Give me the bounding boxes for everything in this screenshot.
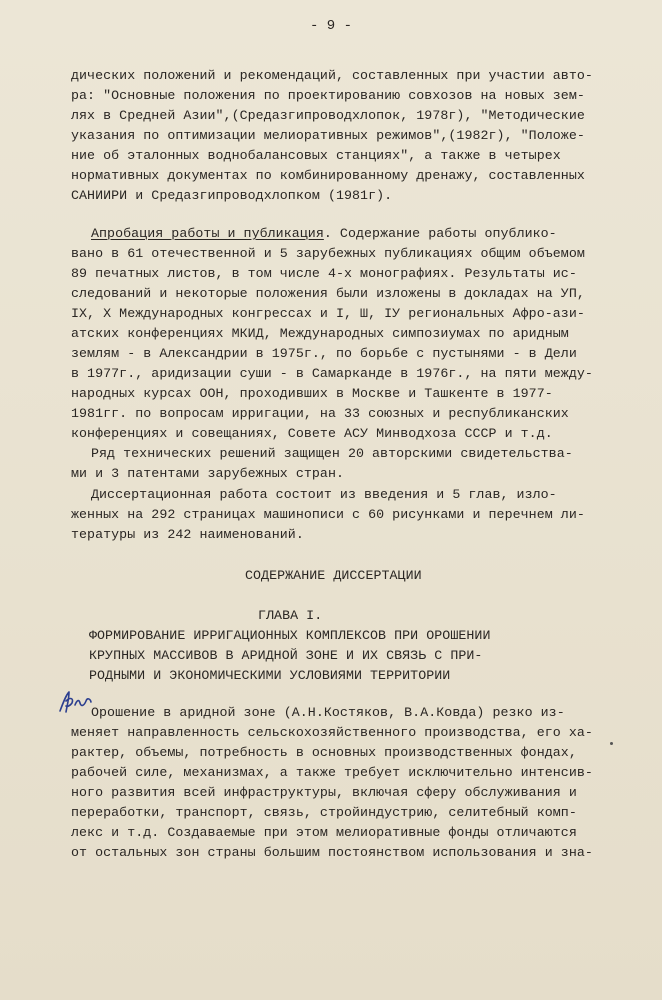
chapter-title-line: РОДНЫМИ И ЭКОНОМИЧЕСКИМИ УСЛОВИЯМИ ТЕРРИТОРИИ — [89, 668, 451, 683]
text-line: рактер, объемы, потребность в основных производственных фондах, — [71, 745, 577, 760]
section-title: СОДЕРЖАНИЕ ДИССЕРТАЦИИ — [245, 568, 422, 583]
text-line: дических положений и рекомендаций, составленных при участии авто- — [71, 68, 593, 83]
text-line: от остальных зон страны большим постоянством использования и зна- — [71, 845, 593, 860]
text-line: атских конференциях МКИД, Международных симпозиумах по аридным — [71, 326, 569, 341]
text-line: Диссертационная работа состоит из введения и 5 глав, изло- — [91, 487, 557, 502]
text-line: переработки, транспорт, связь, стройиндустрию, селитебный комп- — [71, 805, 577, 820]
text-line: Ряд технических решений защищен 20 авторскими свидетельства- — [91, 446, 573, 461]
text-line: вано в 61 отечественной и 5 зарубежных публикациях общим объемом — [71, 246, 585, 261]
text-line: САНИИРИ и Средазгипроводхлопком (1981г). — [71, 188, 393, 203]
text-line: рабочей силе, механизмах, а также требует исключительно интенсив- — [71, 765, 593, 780]
text-line: землям - в Александрии в 1975г., по борьбе с пустынями - в Дели — [71, 346, 577, 361]
approbation-heading: Апробация работы и публикация — [91, 226, 324, 241]
page-number: - 9 - — [309, 18, 352, 34]
chapter-number: ГЛАВА I. — [258, 608, 323, 623]
text-line: 1981гг. по вопросам ирригации, на 33 союзных и республиканских — [71, 406, 569, 421]
text-line — [91, 224, 557, 244]
text-line: в 1977г., аридизации суши - в Самарканде в 1976г., на пяти между- — [71, 366, 593, 381]
text-line: нормативных документах по комбинированному дренажу, составленных — [71, 168, 585, 183]
text-line: меняет направленность сельскохозяйственного производства, его ха- — [71, 725, 593, 740]
text-line: ми и 3 патентами зарубежных стран. — [71, 466, 345, 481]
text-line: следований и некоторые положения были изложены в докладах на УП, — [71, 286, 585, 301]
text-line: 89 печатных листов, в том числе 4-х монографиях. Результаты ис- — [71, 266, 577, 281]
text-line: указания по оптимизации мелиоративных режимов",(1982г), "Положе- — [71, 128, 585, 143]
chapter-title-line: ФОРМИРОВАНИЕ ИРРИГАЦИОННЫХ КОМПЛЕКСОВ ПРИ ОРОШЕНИИ — [89, 628, 491, 643]
text-line: IX, X Международных конгрессах и I, Ш, IУ региональных Афро-ази- — [71, 306, 585, 321]
handwritten-annotation-icon — [57, 689, 95, 715]
text-line: народных курсах ООН, проходивших в Москве и Ташкенте в 1977- — [71, 386, 553, 401]
text-line: лях в Средней Азии",(Средазгипроводхлопок, 1978г), "Методические — [71, 108, 585, 123]
chapter-title-line: КРУПНЫХ МАССИВОВ В АРИДНОЙ ЗОНЕ И ИХ СВЯЗЬ С ПРИ- — [89, 648, 483, 663]
text-line: тературы из 242 наименований. — [71, 527, 304, 542]
text-line: Орошение в аридной зоне (А.Н.Костяков, В.А.Ковда) резко из- — [91, 705, 565, 720]
text-line: женных на 292 страницах машинописи с 60 рисунками и перечнем ли- — [71, 507, 585, 522]
text-line: ного развития всей инфраструктуры, включая сферу обслуживания и — [71, 785, 577, 800]
text-line: лекс и т.д. Создаваемые при этом мелиоративные фонды отличаются — [71, 825, 577, 840]
text-line: конференциях и совещаниях, Совете АСУ Минводхоза СССР и т.д. — [71, 426, 553, 441]
text-fragment: . Содержание работы опублико- — [323, 226, 557, 241]
text-line: ние об эталонных воднобалансовых станциях", а также в четырех — [71, 148, 561, 163]
ink-speck — [610, 742, 613, 745]
text-line: ра: "Основные положения по проектированию совхозов на новых зем- — [71, 88, 585, 103]
